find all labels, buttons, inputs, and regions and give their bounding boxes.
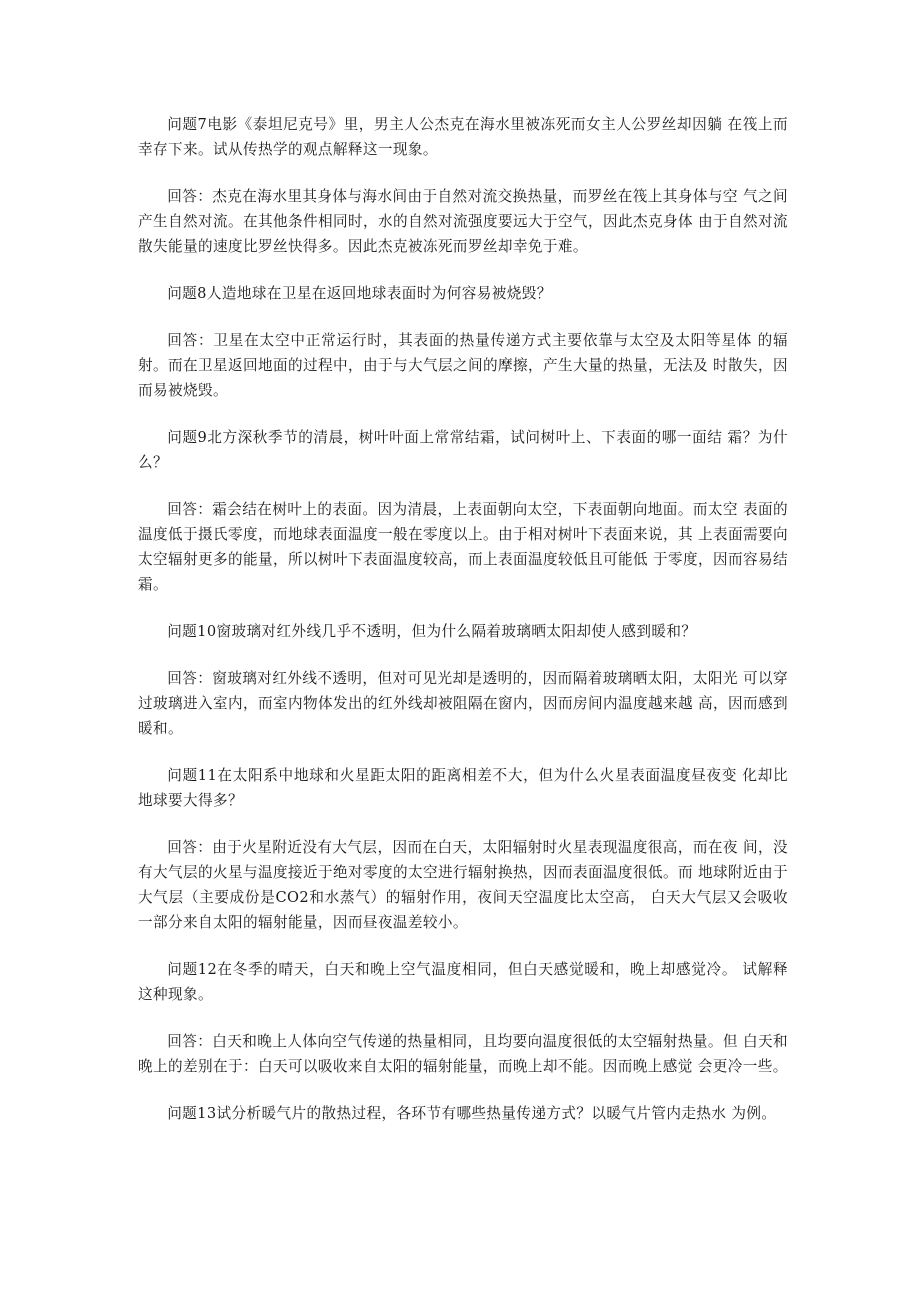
answer-7: 回答：杰克在海水里其身体与海水间由于自然对流交换热量，而罗丝在筏上其身体与空 气之间产生自然对流。在其他条件相同时，水的自然对流强度要远大于空气，因此杰克身体 由于自然对流散失能量的速度比罗丝快得多。因此杰克被冻死而罗丝却幸免于难。	[138, 188, 788, 255]
answer-12: 回答：白天和晚上人体向空气传递的热量相同，且均要向温度很低的太空辐射热量。但 白天和晚上的差别在于：白天可以吸收来自太阳的辐射能量，而晚上却不能。因而晚上感觉 会更冷一些。	[138, 1033, 788, 1075]
answer-10: 回答：窗玻璃对红外线不透明，但对可见光却是透明的，因而隔着玻璃晒太阳，太阳光 可以穿过玻璃进入室内，而室内物体发出的红外线却被阻隔在窗内，因而房间内温度越来越 高，因而感到暖和。	[138, 670, 788, 737]
answer-8: 回答：卫星在太空中正常运行时，其表面的热量传递方式主要依靠与太空及太阳等星体 的辐射。而在卫星返回地面的过程中，由于与大气层之间的摩擦，产生大量的热量，无法及 时散失，因而易被烧毁。	[138, 332, 788, 399]
question-7: 问题7电影《泰坦尼克号》里，男主人公杰克在海水里被冻死而女主人公罗丝却因躺 在筏上而幸存下来。试从传热学的观点解释这一现象。	[138, 116, 788, 158]
question-13: 问题13试分析暖气片的散热过程，各环节有哪些热量传递方式？以暖气片管内走热水 为例。	[167, 1105, 777, 1122]
document-page	[138, 112, 788, 1148]
question-12: 问题12在冬季的晴天，白天和晚上空气温度相同，但白天感觉暖和，晚上却感觉冷。 试解释这种现象。	[138, 961, 788, 1003]
question-9: 问题9北方深秋季节的清晨，树叶叶面上常常结霜，试问树叶上、下表面的哪一面结 霜？为什么？	[138, 429, 788, 471]
answer-9: 回答：霜会结在树叶上的表面。因为清晨，上表面朝向太空，下表面朝向地面。而太空 表面的温度低于摄氏零度，而地球表面温度一般在零度以上。由于相对树叶下表面来说，其 上表面需要向太空辐射更多的能量，所以树叶下表面温度较高，而上表面温度较低且可能低 于零度，因而容易结霜。	[138, 501, 788, 593]
answer-11: 回答：由于火星附近没有大气层，因而在白天，太阳辐射时火星表现温度很高，而在夜 间，没有大气层的火星与温度接近于绝对零度的太空进行辐射换热，因而表面温度很低。而 地球附近由于大气层（主要成份是CO2和水蒸气）的辐射作用，夜间天空温度比太空高， 白天大气层又会吸收一部分来自太阳的辐射能量，因而昼夜温差较小。	[138, 839, 788, 931]
question-8: 问题8人造地球在卫星在返回地球表面时为何容易被烧毁？	[167, 285, 552, 302]
question-11: 问题11在太阳系中地球和火星距太阳的距离相差不大，但为什么火星表面温度昼夜变 化却比地球要大得多？	[138, 767, 788, 809]
question-10: 问题10窗玻璃对红外线几乎不透明，但为什么隔着玻璃晒太阳却使人感到暖和？	[167, 623, 697, 640]
